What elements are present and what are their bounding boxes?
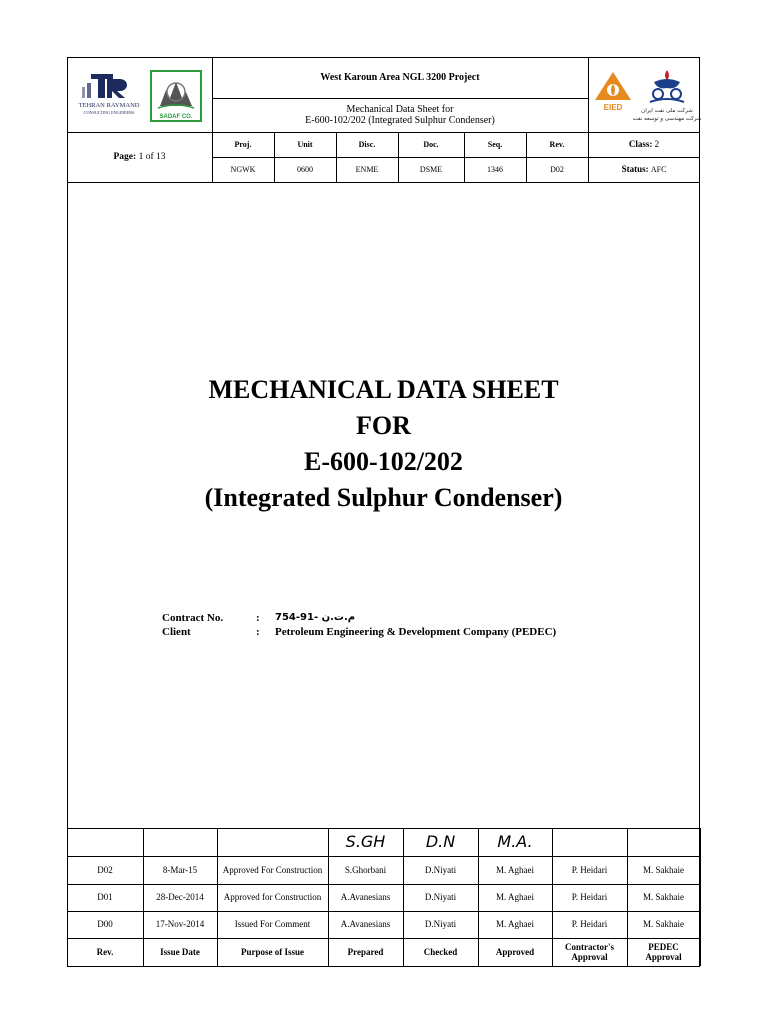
rev-header: Purpose of Issue: [240, 946, 304, 957]
rev-cell: Issued For Comment: [234, 919, 311, 930]
class-value: 2: [654, 139, 660, 150]
rev-cell: P. Heidari: [571, 892, 608, 903]
page-number: [67, 132, 212, 182]
contract-label: Contract No.: [162, 612, 224, 624]
rev-table-col-line: [700, 828, 701, 966]
status-field: [588, 157, 700, 182]
svg-text:SADAF CO.: SADAF CO.: [159, 114, 193, 120]
rev-cell: P. Heidari: [571, 919, 608, 930]
code-value: 1346: [487, 164, 503, 174]
title-line4: (Integrated Sulphur Condenser): [204, 483, 563, 512]
rev-cell: 17-Nov-2014: [155, 919, 205, 930]
rev-cell: M. Sakhaie: [643, 864, 684, 875]
client-name: Petroleum Engineering & Development Company (PEDEC): [275, 626, 557, 638]
rev-cell: A.Avanesians: [340, 919, 391, 930]
doc-title: [212, 98, 588, 132]
rev-cell: S.Ghorbani: [344, 864, 387, 875]
code-header: Seq.: [487, 139, 503, 149]
rev-cell: Approved for Construction: [223, 892, 322, 903]
rev-cell: Approved For Construction: [222, 864, 323, 875]
sadaf-logo: [150, 70, 202, 122]
tehran-raymand-logo: [73, 72, 145, 118]
rev-cell: D00: [97, 919, 113, 930]
page-label: Page:: [113, 151, 137, 162]
code-value: D02: [550, 164, 564, 174]
rev-cell: M. Sakhaie: [643, 919, 684, 930]
rev-cell: 28-Dec-2014: [156, 892, 204, 903]
signature: M.A.: [497, 831, 533, 851]
doc-title-line1: Mechanical Data Sheet for: [346, 103, 454, 115]
client-label: Client: [162, 626, 191, 638]
class-field: [588, 132, 700, 157]
svg-text:شرکت ملی نفت ایران: شرکت ملی نفت ایران: [641, 108, 693, 114]
eied-logo: [593, 70, 633, 112]
code-header: Doc.: [423, 139, 439, 149]
rev-header: Approved: [495, 946, 535, 957]
code-header: Unit: [297, 139, 313, 149]
signature: S.GH: [345, 831, 386, 851]
status-value: AFC: [650, 164, 667, 174]
rev-header: Issue Date: [160, 946, 200, 957]
contract-number: م.ت.ن -91-754: [275, 612, 356, 623]
class-label: Class:: [628, 139, 653, 150]
code-value: ENME: [355, 164, 379, 174]
header-bottom-line: [67, 182, 700, 183]
rev-cell: 8-Mar-15: [162, 864, 198, 875]
rev-cell: M. Aghaei: [496, 892, 534, 903]
rev-cell: D01: [97, 892, 113, 903]
title-line3: E-600-102/202: [304, 447, 463, 476]
project-name: West Karoun Area NGL 3200 Project: [320, 71, 480, 83]
rev-cell: D02: [97, 864, 113, 875]
rev-header: Rev.: [96, 946, 114, 957]
rev-header: Prepared: [347, 946, 384, 957]
page-value: 1 of 13: [138, 151, 166, 162]
status-label: Status:: [621, 164, 649, 175]
code-value: NGWK: [230, 164, 256, 174]
svg-text:CONSULTING ENGINEERS: CONSULTING ENGINEERS: [83, 110, 135, 115]
rev-cell: P. Heidari: [571, 864, 608, 875]
doc-title-line2: E-600-102/202 (Integrated Sulphur Condenser): [305, 115, 495, 126]
title-line1: MECHANICAL DATA SHEET: [208, 375, 559, 404]
svg-text:TEHRAN RAYMAND: TEHRAN RAYMAND: [78, 102, 140, 109]
rev-cell: M. Aghaei: [496, 864, 534, 875]
contract-colon: :: [256, 612, 260, 624]
code-value: DSME: [419, 164, 443, 174]
code-value: 0600: [297, 164, 313, 174]
rev-header: PEDEC Approval: [645, 941, 682, 962]
rev-cell: D.Niyati: [424, 919, 457, 930]
nioc-logo: [632, 66, 702, 124]
title-line2: FOR: [356, 411, 411, 440]
rev-cell: D.Niyati: [424, 864, 457, 875]
code-header: Rev.: [549, 139, 565, 149]
code-header: Disc.: [358, 139, 376, 149]
rev-table-row-line: [67, 966, 700, 967]
rev-cell: M. Aghaei: [496, 919, 534, 930]
code-header: Proj.: [234, 139, 252, 149]
rev-cell: M. Sakhaie: [643, 892, 684, 903]
rev-cell: D.Niyati: [424, 892, 457, 903]
signature: D.N: [425, 831, 456, 851]
client-colon: :: [256, 626, 260, 638]
rev-header: Checked: [423, 946, 458, 957]
svg-text:شرکت مهندسی و توسعه نفت: شرکت مهندسی و توسعه نفت: [632, 116, 702, 122]
rev-header: Contractor's Approval: [565, 941, 614, 962]
svg-text:EIED: EIED: [603, 103, 623, 112]
rev-cell: A.Avanesians: [340, 892, 391, 903]
